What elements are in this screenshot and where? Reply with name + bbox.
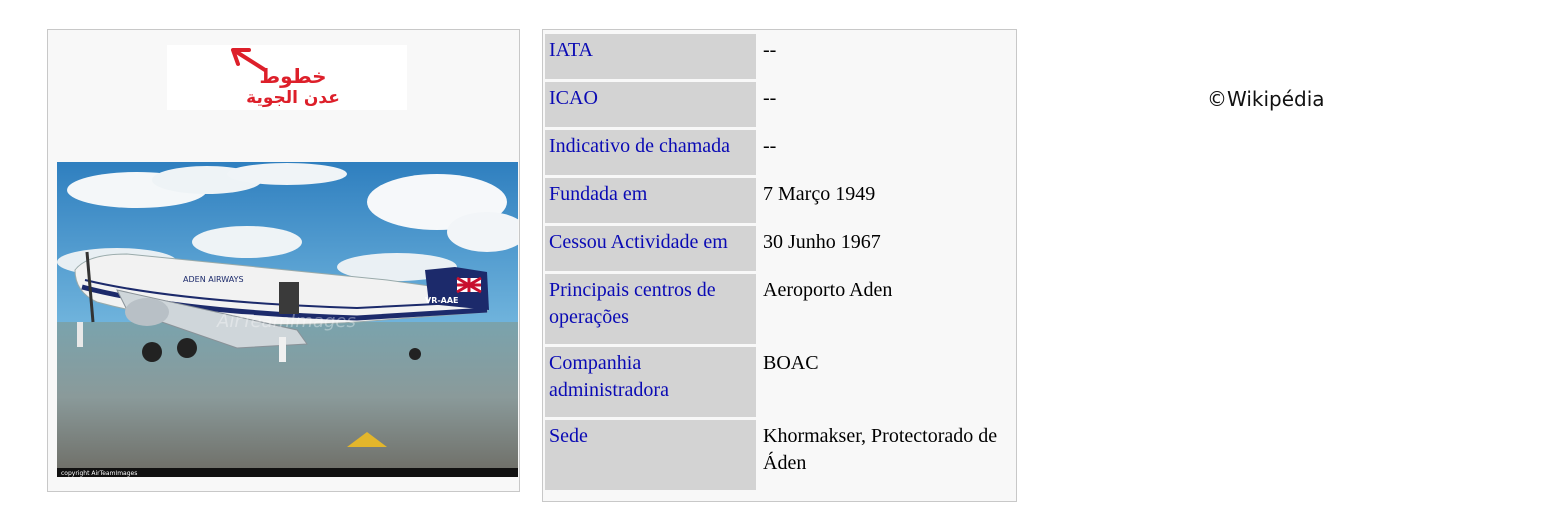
row-label-ceased[interactable]: Cessou Actividade em xyxy=(545,226,756,271)
row-value-founded: 7 Março 1949 xyxy=(763,183,876,205)
row-label-icao[interactable]: ICAO xyxy=(545,82,756,127)
watermark: AirTeamImages xyxy=(217,311,356,332)
row-value-callsign: -- xyxy=(763,135,777,157)
row-label-iata[interactable]: IATA xyxy=(545,34,756,79)
row-label-callsign[interactable]: Indicativo de chamada xyxy=(545,130,756,175)
row-label-founded[interactable]: Fundada em xyxy=(545,178,756,223)
row-label-parent[interactable]: Companhia administradora xyxy=(545,347,756,417)
fuselage-text: ADEN AIRWAYS xyxy=(183,275,244,284)
row-value-headquarters: Khormakser, Protectorado de Áden xyxy=(763,425,998,474)
photo-copyright: copyright AirTeamImages xyxy=(61,470,138,477)
table-row xyxy=(545,34,1014,79)
wikipedia-credit: ©Wikipédia xyxy=(1207,87,1325,111)
table-row xyxy=(545,130,1014,175)
row-value-iata: -- xyxy=(763,39,777,61)
row-value-icao: -- xyxy=(763,87,777,109)
table-row xyxy=(545,274,1014,344)
table-row xyxy=(545,420,1014,490)
row-value-parent: BOAC xyxy=(763,352,819,374)
row-label-hubs[interactable]: Principais centros de operações xyxy=(545,274,756,344)
infobox-table xyxy=(545,31,1014,493)
table-row xyxy=(545,82,1014,127)
logo-arabic-line1: خطوط xyxy=(259,64,327,88)
row-value-hubs: Aeroporto Aden xyxy=(763,279,893,301)
airline-image-panel xyxy=(47,29,520,492)
aircraft-photo xyxy=(57,162,518,477)
table-row xyxy=(545,226,1014,271)
row-label-headquarters[interactable]: Sede xyxy=(545,420,756,490)
logo-arabic-line2: عدن الجوية xyxy=(246,88,340,108)
airline-infobox xyxy=(542,29,1017,502)
aden-airways-logo xyxy=(167,45,407,110)
tail-registration: VR-AAE xyxy=(425,296,459,305)
table-row xyxy=(545,347,1014,417)
table-row xyxy=(545,178,1014,223)
row-value-ceased: 30 Junho 1967 xyxy=(763,231,881,253)
